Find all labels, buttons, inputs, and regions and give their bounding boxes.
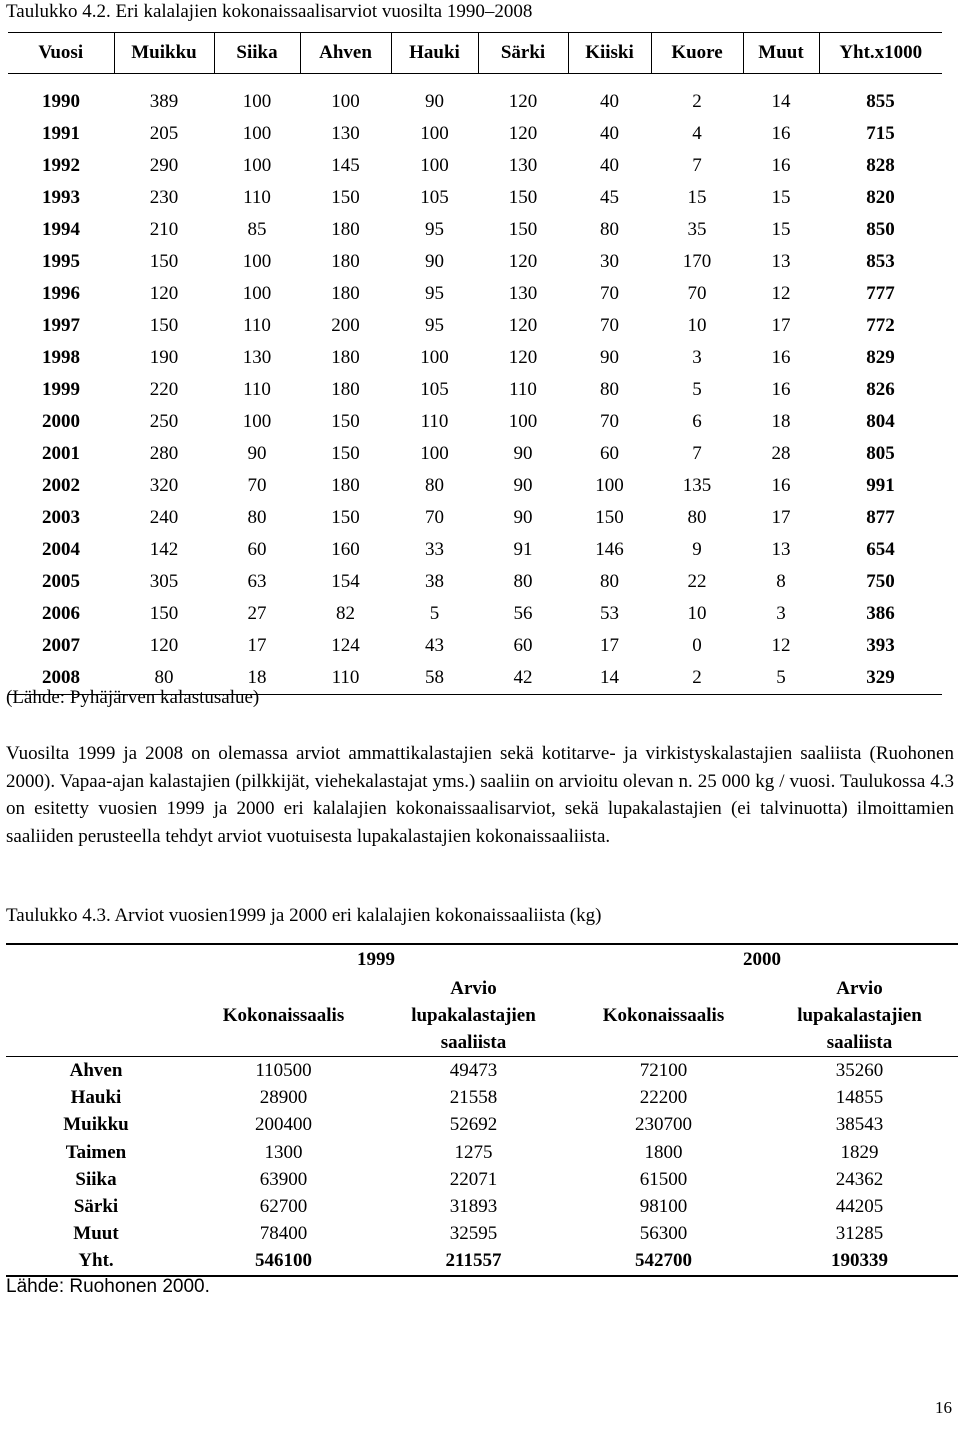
table-row xyxy=(8,438,942,470)
table-cell: 110 xyxy=(420,411,449,432)
table-cell: 320 xyxy=(149,475,179,496)
table-cell: 58 xyxy=(391,662,478,695)
year-1999-header: 1999 xyxy=(186,944,566,975)
year-cell: 1998 xyxy=(42,347,80,368)
table-row xyxy=(8,534,942,566)
total-cell: 850 xyxy=(866,219,895,240)
table-cell: 17 xyxy=(771,507,791,528)
table-cell: 14 xyxy=(771,91,791,112)
table-row xyxy=(6,1139,958,1166)
table-row xyxy=(8,374,942,406)
table-cell: 3 xyxy=(692,347,702,368)
table-cell: 100 xyxy=(242,123,272,144)
species-catch-table xyxy=(6,943,958,1277)
table1-column-header: Kuore xyxy=(651,33,743,74)
table-cell: 130 xyxy=(242,347,272,368)
table-cell: 49473 xyxy=(449,1060,498,1081)
table-cell: 120 xyxy=(149,283,179,304)
total-catch-2000-header: Kokonaissaalis xyxy=(566,975,761,1057)
table-row xyxy=(8,278,942,310)
table-cell: 120 xyxy=(149,635,179,656)
table2-caption: Taulukko 4.3. Arviot vuosien1999 ja 2000 eri kalalajien kokonaissaaliista (kg) xyxy=(6,905,602,926)
table-cell: 70 xyxy=(425,507,444,528)
table-cell: 24362 xyxy=(835,1168,884,1190)
table-cell: 100 xyxy=(242,155,272,176)
table-cell: 80 xyxy=(687,507,707,528)
year-cell: 2001 xyxy=(42,443,80,464)
table-cell: 80 xyxy=(513,571,533,592)
table-row xyxy=(8,630,942,662)
table-row xyxy=(8,598,942,630)
permit-catch-2000-header: Arvio lupakalastajien saaliista xyxy=(761,975,958,1057)
table-cell: 130 xyxy=(508,155,538,176)
table-cell: 56300 xyxy=(639,1223,688,1245)
table1-column-header: Muut xyxy=(743,33,819,74)
table-row xyxy=(8,246,942,278)
table-cell: 90 xyxy=(425,251,444,272)
table-cell: 17 xyxy=(600,635,619,656)
table-cell: 150 xyxy=(508,219,538,240)
table-cell: 15 xyxy=(771,187,791,208)
table-cell: 110 xyxy=(243,187,271,208)
table-cell: 12 xyxy=(771,635,791,656)
table1-column-header: Muikku xyxy=(114,33,214,74)
total-cell: 393 xyxy=(866,635,895,656)
table-cell: 30 xyxy=(600,251,619,272)
table-cell: 1800 xyxy=(644,1141,683,1163)
total-cell: 829 xyxy=(866,347,895,368)
table-cell: 0 xyxy=(692,635,702,656)
table-cell: 150 xyxy=(331,187,360,208)
table1-column-header: Särki xyxy=(478,33,568,74)
table-cell: 95 xyxy=(425,219,444,240)
table-cell: 211557 xyxy=(381,1247,566,1275)
table-cell: 17 xyxy=(771,315,791,336)
year-cell: 1999 xyxy=(42,379,80,400)
table-cell: 38543 xyxy=(835,1114,884,1136)
table2-source: Lähde: Ruohonen 2000. xyxy=(6,1276,210,1297)
table-cell: 27 xyxy=(247,603,267,624)
species-cell: Yht. xyxy=(6,1247,186,1275)
table-cell: 100 xyxy=(331,91,360,112)
table-cell: 7 xyxy=(692,443,702,464)
table1-column-header: Hauki xyxy=(391,33,478,74)
table-row xyxy=(6,1084,958,1111)
table-cell: 45 xyxy=(600,187,619,208)
year-cell: 1996 xyxy=(42,283,80,304)
table-cell: 180 xyxy=(331,219,360,240)
table-cell: 100 xyxy=(420,443,449,464)
table-cell: 150 xyxy=(595,507,624,528)
table-cell: 150 xyxy=(331,507,360,528)
table-row xyxy=(8,502,942,534)
table-cell: 200400 xyxy=(255,1114,312,1136)
table-cell: 61500 xyxy=(639,1168,688,1190)
table-cell: 90 xyxy=(513,507,533,528)
total-cell: 853 xyxy=(866,251,895,272)
table-cell: 150 xyxy=(149,251,179,272)
table-cell: 290 xyxy=(149,155,179,176)
year-cell: 1995 xyxy=(42,251,80,272)
table-cell: 1275 xyxy=(454,1141,493,1163)
table-cell: 16 xyxy=(771,123,791,144)
year-cell: 2006 xyxy=(42,603,80,624)
table-cell: 180 xyxy=(331,251,360,272)
body-paragraph: Vuosilta 1999 ja 2008 on olemassa arviot ammattikalastajien sekä kotitarve- ja virkistyskalastajien saaliista (Ruohonen 2000). Vapaa-ajan kalastajien (pilkkijät, viehekalastajat yms.) saaliin on arvioitu olevan n. 25 000 kg / vuosi. Taulukossa 4.3 on esitetty vuosien 1999 ja 2000 eri kalalajien kokonaissaalisarviot, sekä lupakalastajien (ei talvinuotta) ilmoittamien saaliiden perusteella tehdyt arviot vuotuisesta lupakalastajien kokonaissaaliista. xyxy=(6,743,954,847)
table-row xyxy=(6,1220,958,1247)
table-cell: 52692 xyxy=(449,1114,498,1136)
table1-column-header: Kiiski xyxy=(568,33,651,74)
table-cell: 240 xyxy=(149,507,179,528)
table-cell: 43 xyxy=(425,635,444,656)
year-cell: 1991 xyxy=(42,123,80,144)
table-cell: 70 xyxy=(600,411,619,432)
table-cell: 105 xyxy=(420,379,449,400)
table-cell: 250 xyxy=(149,411,179,432)
table-cell: 546100 xyxy=(186,1247,381,1275)
table2-corner xyxy=(6,944,186,975)
table-cell: 12 xyxy=(771,283,791,304)
table-cell: 5 xyxy=(429,603,440,624)
table-cell: 44205 xyxy=(835,1196,884,1218)
species-cell: Ahven xyxy=(69,1060,123,1081)
table-cell: 90 xyxy=(425,91,444,112)
table-cell: 120 xyxy=(508,315,538,336)
table-cell: 146 xyxy=(595,539,624,560)
table-cell: 305 xyxy=(149,571,179,592)
table-row xyxy=(8,342,942,374)
total-cell: 877 xyxy=(866,507,895,528)
table-cell: 389 xyxy=(149,91,179,112)
table-cell: 130 xyxy=(331,123,360,144)
table-cell: 90 xyxy=(513,443,533,464)
table-cell: 7 xyxy=(692,155,702,176)
year-cell: 2007 xyxy=(42,635,80,656)
total-cell: 386 xyxy=(866,603,895,624)
table-cell: 2 xyxy=(692,91,702,112)
table-cell: 40 xyxy=(600,155,619,176)
table-cell: 70 xyxy=(600,283,619,304)
year-cell: 2002 xyxy=(42,475,80,496)
table2-years-row xyxy=(6,944,958,975)
table-cell: 14855 xyxy=(835,1087,884,1109)
table-cell: 15 xyxy=(771,219,791,240)
table-cell: 170 xyxy=(682,251,712,272)
table-cell: 200 xyxy=(331,315,360,336)
total-cell: 654 xyxy=(866,539,895,560)
table-cell: 150 xyxy=(331,443,360,464)
table-cell: 100 xyxy=(242,283,272,304)
table2-species-header xyxy=(6,975,186,1057)
table-cell: 100 xyxy=(242,91,272,112)
table-cell: 110 xyxy=(300,662,391,695)
total-cell: 826 xyxy=(866,379,895,400)
table-cell: 5 xyxy=(743,662,819,695)
table-cell: 95 xyxy=(425,283,444,304)
table-cell: 18 xyxy=(214,662,300,695)
table-cell: 110 xyxy=(509,379,537,400)
table-cell: 4 xyxy=(692,123,702,144)
year-cell: 2005 xyxy=(42,571,80,592)
total-cell: 991 xyxy=(866,475,895,496)
table-cell: 180 xyxy=(331,379,360,400)
table-cell: 100 xyxy=(508,411,538,432)
table-cell: 90 xyxy=(247,443,267,464)
table-cell: 160 xyxy=(331,539,360,560)
table-cell: 53 xyxy=(600,603,619,624)
table-cell: 1829 xyxy=(840,1141,879,1163)
table-cell: 6 xyxy=(692,411,702,432)
year-cell: 1990 xyxy=(42,91,80,112)
table-cell: 120 xyxy=(508,347,538,368)
table-cell: 80 xyxy=(600,219,619,240)
table-cell: 18 xyxy=(771,411,791,432)
table1-column-header: Vuosi xyxy=(8,33,114,74)
species-cell: Muut xyxy=(73,1223,119,1245)
table-cell: 33 xyxy=(425,539,444,560)
table-cell: 80 xyxy=(114,662,214,695)
table-cell: 70 xyxy=(687,283,707,304)
table-cell: 8 xyxy=(776,571,786,592)
table-cell: 15 xyxy=(687,187,707,208)
table-cell: 90 xyxy=(600,347,619,368)
table-cell: 120 xyxy=(508,91,538,112)
table-cell: 100 xyxy=(595,475,624,496)
table-cell: 145 xyxy=(331,155,360,176)
table-cell: 60 xyxy=(513,635,533,656)
table-cell: 190339 xyxy=(761,1247,958,1275)
table-cell: 80 xyxy=(247,507,267,528)
table-cell: 2 xyxy=(651,662,743,695)
total-cell: 777 xyxy=(866,283,895,304)
table-cell: 31893 xyxy=(449,1196,498,1218)
table2-subheader-row xyxy=(6,975,958,1057)
table-cell: 110500 xyxy=(255,1060,312,1081)
table-cell: 35 xyxy=(687,219,707,240)
table-row xyxy=(8,566,942,598)
table1-caption: Taulukko 4.2. Eri kalalajien kokonaissaalisarviot vuosilta 1990–2008 xyxy=(6,1,533,22)
table-cell: 95 xyxy=(425,315,444,336)
table-cell: 220 xyxy=(149,379,179,400)
total-cell: 804 xyxy=(866,411,895,432)
species-cell: Hauki xyxy=(70,1087,122,1109)
table-row xyxy=(8,310,942,342)
table-cell: 80 xyxy=(600,379,619,400)
table-cell: 100 xyxy=(420,155,449,176)
table-cell: 90 xyxy=(513,475,533,496)
table-cell: 16 xyxy=(771,347,791,368)
table-cell: 13 xyxy=(771,251,791,272)
year-cell: 2000 xyxy=(42,411,80,432)
species-cell: Muikku xyxy=(63,1114,129,1136)
year-cell: 1992 xyxy=(42,155,80,176)
table-row xyxy=(6,1193,958,1220)
total-cell: 828 xyxy=(866,155,895,176)
table-row xyxy=(8,150,942,182)
table-row xyxy=(6,1166,958,1193)
table1-source: (Lähde: Pyhäjärven kalastusalue) xyxy=(6,687,260,708)
total-cell: 855 xyxy=(866,91,895,112)
table-cell: 110 xyxy=(243,379,271,400)
total-cell: 750 xyxy=(866,571,895,592)
table-cell: 150 xyxy=(149,603,179,624)
table-cell: 1300 xyxy=(264,1141,303,1163)
table-row xyxy=(8,182,942,214)
table-cell: 142 xyxy=(149,539,179,560)
table-cell: 280 xyxy=(149,443,179,464)
table-row xyxy=(6,1111,958,1138)
table-cell: 78400 xyxy=(259,1223,308,1245)
table-cell: 31285 xyxy=(835,1223,884,1245)
table-cell: 180 xyxy=(331,283,360,304)
table-cell: 180 xyxy=(331,347,360,368)
table-cell: 110 xyxy=(243,315,271,336)
table-cell: 10 xyxy=(687,603,707,624)
table-cell: 98100 xyxy=(639,1196,688,1218)
table-cell: 63900 xyxy=(259,1168,308,1190)
table-cell: 135 xyxy=(682,475,712,496)
species-cell: Siika xyxy=(75,1168,117,1190)
catch-estimates-table xyxy=(8,32,942,695)
table-cell: 80 xyxy=(600,571,619,592)
table-cell: 3 xyxy=(776,603,786,624)
table-cell: 60 xyxy=(247,539,267,560)
table-cell: 9 xyxy=(692,539,702,560)
year-cell: 1997 xyxy=(42,315,80,336)
table-cell: 190 xyxy=(149,347,179,368)
table-cell: 150 xyxy=(508,187,538,208)
table-cell: 40 xyxy=(600,123,619,144)
species-cell: Särki xyxy=(73,1196,119,1218)
year-2000-header: 2000 xyxy=(566,944,958,975)
table-cell: 62700 xyxy=(259,1196,308,1218)
table-cell: 40 xyxy=(600,91,619,112)
table-cell: 205 xyxy=(149,123,179,144)
species-cell: Taimen xyxy=(65,1141,127,1163)
table-cell: 60 xyxy=(600,443,619,464)
table1-column-header: Yht.x1000 xyxy=(819,33,942,74)
table-cell: 22 xyxy=(687,571,707,592)
page-number: 16 xyxy=(935,1398,952,1417)
table-cell: 100 xyxy=(420,347,449,368)
table1-header-row xyxy=(8,33,942,74)
year-cell: 1993 xyxy=(42,187,80,208)
table-cell: 17 xyxy=(247,635,267,656)
year-cell: 1994 xyxy=(42,219,80,240)
year-cell: 2003 xyxy=(42,507,80,528)
table-row xyxy=(6,1247,958,1275)
table-cell: 70 xyxy=(600,315,619,336)
table1-column-header: Ahven xyxy=(300,33,391,74)
table-cell: 14 xyxy=(568,662,651,695)
table-cell: 10 xyxy=(687,315,707,336)
table-row xyxy=(8,214,942,246)
table-cell: 35260 xyxy=(835,1060,884,1081)
table-cell: 230700 xyxy=(635,1114,692,1136)
table-cell: 120 xyxy=(508,251,538,272)
total-cell: 772 xyxy=(866,315,895,336)
table-cell: 150 xyxy=(331,411,360,432)
permit-catch-1999-header: Arvio lupakalastajien saaliista xyxy=(381,975,566,1057)
table-cell: 85 xyxy=(247,219,267,240)
table-cell: 180 xyxy=(331,475,360,496)
table-cell: 32595 xyxy=(449,1223,498,1245)
table-cell: 56 xyxy=(513,603,533,624)
table-cell: 72100 xyxy=(639,1060,688,1081)
table-cell: 100 xyxy=(242,411,272,432)
table-cell: 38 xyxy=(425,571,444,592)
table-cell: 91 xyxy=(513,539,533,560)
table-cell: 80 xyxy=(425,475,444,496)
total-cell: 715 xyxy=(866,123,895,144)
table-row xyxy=(8,118,942,150)
table-cell: 105 xyxy=(420,187,449,208)
table-cell: 63 xyxy=(247,571,267,592)
table-cell: 42 xyxy=(478,662,568,695)
table-cell: 16 xyxy=(771,475,791,496)
table-cell: 28 xyxy=(771,443,791,464)
table-cell: 22071 xyxy=(449,1168,498,1190)
table-cell: 542700 xyxy=(566,1247,761,1275)
table-cell: 150 xyxy=(149,315,179,336)
table1-column-header: Siika xyxy=(214,33,300,74)
table-cell: 16 xyxy=(771,155,791,176)
table-row xyxy=(8,74,942,119)
total-catch-1999-header: Kokonaissaalis xyxy=(186,975,381,1057)
table-cell: 230 xyxy=(149,187,179,208)
total-cell: 329 xyxy=(819,662,942,695)
year-cell: 2004 xyxy=(42,539,80,560)
table-cell: 22200 xyxy=(639,1087,688,1109)
table-cell: 154 xyxy=(331,571,360,592)
table-cell: 120 xyxy=(508,123,538,144)
table-cell: 100 xyxy=(420,123,449,144)
table-cell: 13 xyxy=(771,539,791,560)
total-cell: 805 xyxy=(866,443,895,464)
table-cell: 130 xyxy=(508,283,538,304)
table-cell: 70 xyxy=(247,475,267,496)
total-cell: 820 xyxy=(866,187,895,208)
table-cell: 21558 xyxy=(449,1087,498,1109)
table-cell: 28900 xyxy=(259,1087,308,1109)
year-cell: 2008 xyxy=(8,662,114,695)
table-row xyxy=(8,406,942,438)
table-cell: 16 xyxy=(771,379,791,400)
table-row xyxy=(6,1057,958,1085)
table-row xyxy=(8,470,942,502)
table-cell: 5 xyxy=(692,379,702,400)
table-cell: 124 xyxy=(331,635,360,656)
table-cell: 82 xyxy=(336,603,355,624)
table-cell: 100 xyxy=(242,251,272,272)
table-cell: 210 xyxy=(149,219,179,240)
